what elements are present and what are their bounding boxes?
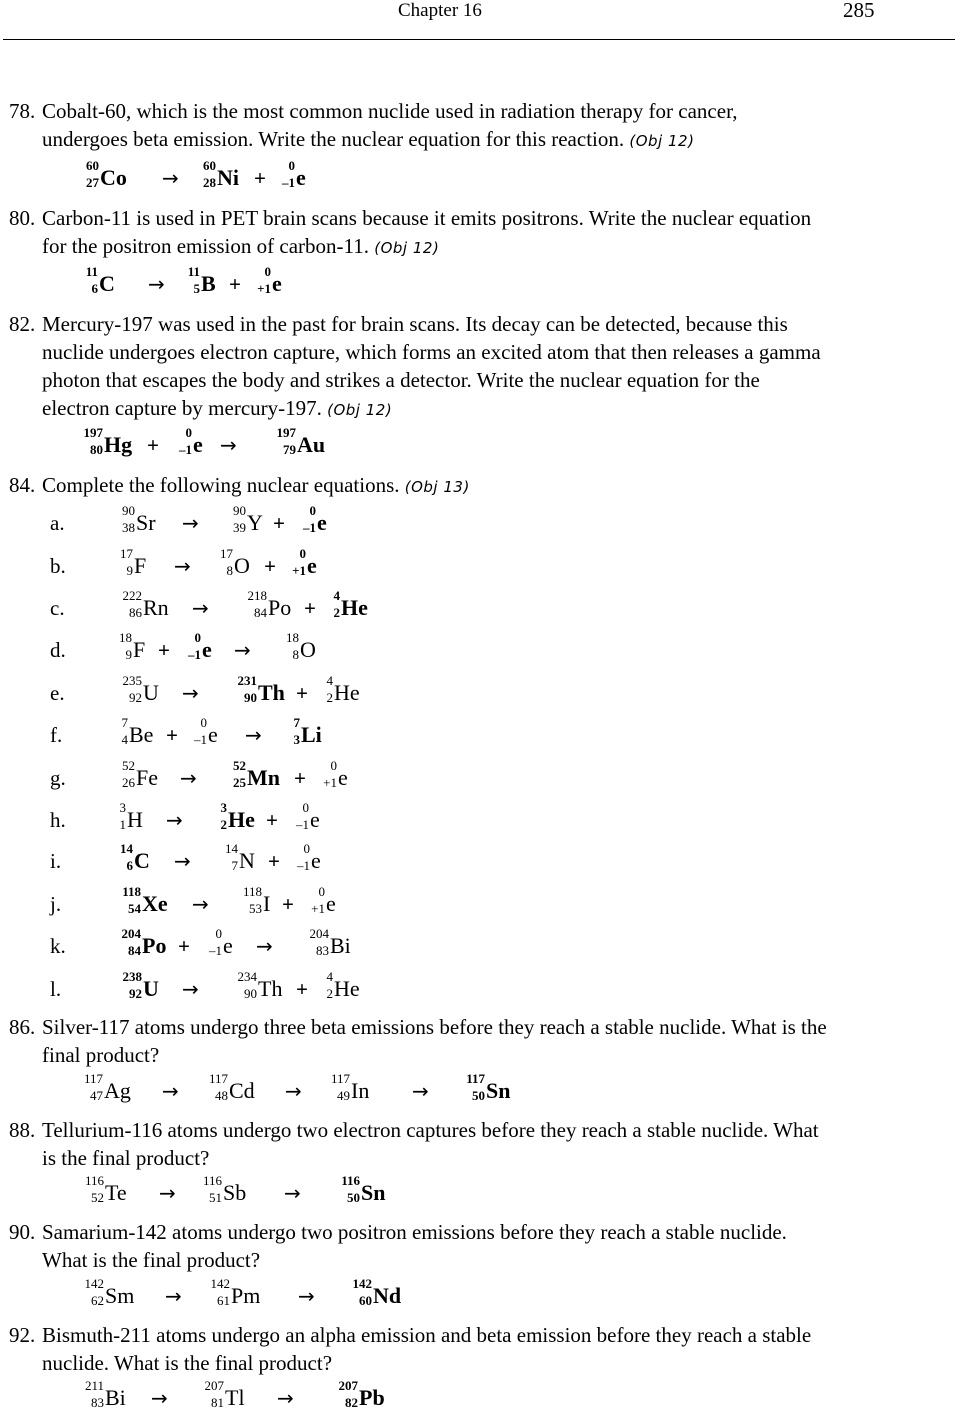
objective-tag: (Obj 12) [374,239,440,257]
part-label: l. [50,977,62,1001]
reaction-arrow: → [192,892,209,916]
problem-text-line: Cobalt-60, which is the most common nuclide used in radiation therapy for cancer, [42,99,738,123]
reaction-arrow: → [220,433,237,457]
problem-text-line: electron capture by mercury-197. (Obj 12) [42,396,393,420]
plus-sign: + [294,766,306,790]
reaction-arrow: → [162,166,179,190]
reaction-arrow: → [166,808,183,832]
problem-text-line: Complete the following nuclear equations. (Obj 13) [42,473,470,497]
plus-sign: + [147,433,159,457]
plus-sign: + [178,934,190,958]
problem-text-line: final product? [42,1043,160,1067]
equation-84b: b. 17 9 F → 17 8 O + 0 +1 e [50,546,317,578]
reaction-arrow: → [192,596,209,620]
part-label: e. [50,681,65,705]
reaction-arrow: → [256,934,273,958]
plus-sign: + [304,596,316,620]
objective-tag: (Obj 13) [404,478,470,496]
problem-text-line: photon that escapes the body and strikes a detector. Write the nuclear equation for the [42,368,760,392]
part-label: d. [50,638,66,662]
equation-84k: k. 204 84 Po + 0 –1 e → 204 83 Bi [50,926,351,958]
reaction-arrow: → [182,681,199,705]
equation-84i: i. 14 6 C → 14 7 N + 0 –1 e [50,841,321,873]
problem-text-line: undergoes beta emission. Write the nuclear equation for this reaction. (Obj 12) [42,127,695,151]
problem-text-line: Mercury-197 was used in the past for brain scans. Its decay can be detected, because this [42,312,788,336]
plus-sign: + [268,849,280,873]
reaction-arrow: → [285,1079,302,1103]
reaction-arrow: → [234,638,251,662]
equation-84a: a. 90 38 Sr → 90 39 Y + 0 –1 e [50,503,327,535]
problem-text-line: is the final product? [42,1146,210,1170]
reaction-arrow: → [412,1079,429,1103]
reaction-arrow: → [180,766,197,790]
plus-sign: + [166,723,178,747]
objective-tag: (Obj 12) [629,132,695,150]
part-label: c. [50,596,65,620]
plus-sign: + [229,272,241,296]
problem-text-line: nuclide undergoes electron capture, which forms an excited atom that then releases a gamma [42,340,821,364]
problem-text-line: Tellurium-116 atoms undergo two electron captures before they reach a stable nuclide. What [42,1118,819,1142]
plus-sign: + [266,808,278,832]
header-rule [3,39,955,40]
page-number: 285 [843,0,875,22]
chapter-heading: Chapter 16 [398,0,482,21]
reaction-arrow: → [284,1181,301,1205]
plus-sign: + [282,892,294,916]
equation-84d: d. 18 9 F + 0 –1 e → 18 8 O [50,630,316,662]
plus-sign: + [254,166,266,190]
problem-text-line: Silver-117 atoms undergo three beta emissions before they reach a stable nuclide. What is the [42,1015,827,1039]
equation-84g: g. 52 26 Fe → 52 25 Mn + 0 +1 e [50,758,348,790]
problem-number: 86. [9,1015,36,1039]
problem-number: 80. [9,206,36,230]
reaction-arrow: → [174,554,191,578]
plus-sign: + [296,977,308,1001]
equation-84h: h. 3 1 H → 3 2 He + 0 –1 e [50,800,320,832]
plus-sign: + [264,554,276,578]
reaction-arrow: → [182,977,199,1001]
part-label: g. [50,766,66,790]
problem-number: 82. [9,312,36,336]
problem-number: 90. [9,1220,36,1244]
reaction-arrow: → [162,1079,179,1103]
problem-text-line: Bismuth-211 atoms undergo an alpha emission and beta emission before they reach a stable [42,1323,812,1347]
problem-number: 88. [9,1118,36,1142]
part-label: f. [50,723,63,747]
problem-number: 92. [9,1323,36,1347]
equation-84l: l. 238 92 U → 234 90 Th + 4 2 He [50,969,360,1001]
reaction-arrow: → [159,1181,176,1205]
part-label: b. [50,554,66,578]
problem-text-line: Samarium-142 atoms undergo two positron emissions before they reach a stable nuclide. [42,1220,787,1244]
part-label: i. [50,849,62,873]
equation-84j: j. 118 54 Xe → 118 53 I + 0 +1 e [50,884,336,916]
part-label: j. [50,892,62,916]
problem-text-line: What is the final product? [42,1248,261,1272]
part-label: a. [50,511,65,535]
equation-84c: c. 222 86 Rn → 218 84 Po + 4 2 He [50,588,368,620]
problem-number: 84. [9,473,36,497]
objective-tag: (Obj 12) [327,401,393,419]
equation-84e: e. 235 92 U → 231 90 Th + 4 2 He [50,673,360,705]
reaction-arrow: → [182,511,199,535]
problem-text-line: for the positron emission of carbon-11. (Obj 12) [42,234,440,258]
reaction-arrow: → [174,849,191,873]
reaction-arrow: → [151,1386,168,1410]
reaction-arrow: → [245,723,262,747]
reaction-arrow: → [165,1284,182,1308]
plus-sign: + [158,638,170,662]
reaction-arrow: → [277,1386,294,1410]
part-label: k. [50,934,66,958]
reaction-arrow: → [148,272,165,296]
problem-text-line: nuclide. What is the final product? [42,1351,333,1375]
reaction-arrow: → [298,1284,315,1308]
problem-number: 78. [9,99,36,123]
problem-text-line: Carbon-11 is used in PET brain scans because it emits positrons. Write the nuclear equation [42,206,812,230]
plus-sign: + [273,511,285,535]
plus-sign: + [296,681,308,705]
equation-84f: f. 7 4 Be + 0 –1 e → 7 3 Li [50,715,322,747]
part-label: h. [50,808,66,832]
